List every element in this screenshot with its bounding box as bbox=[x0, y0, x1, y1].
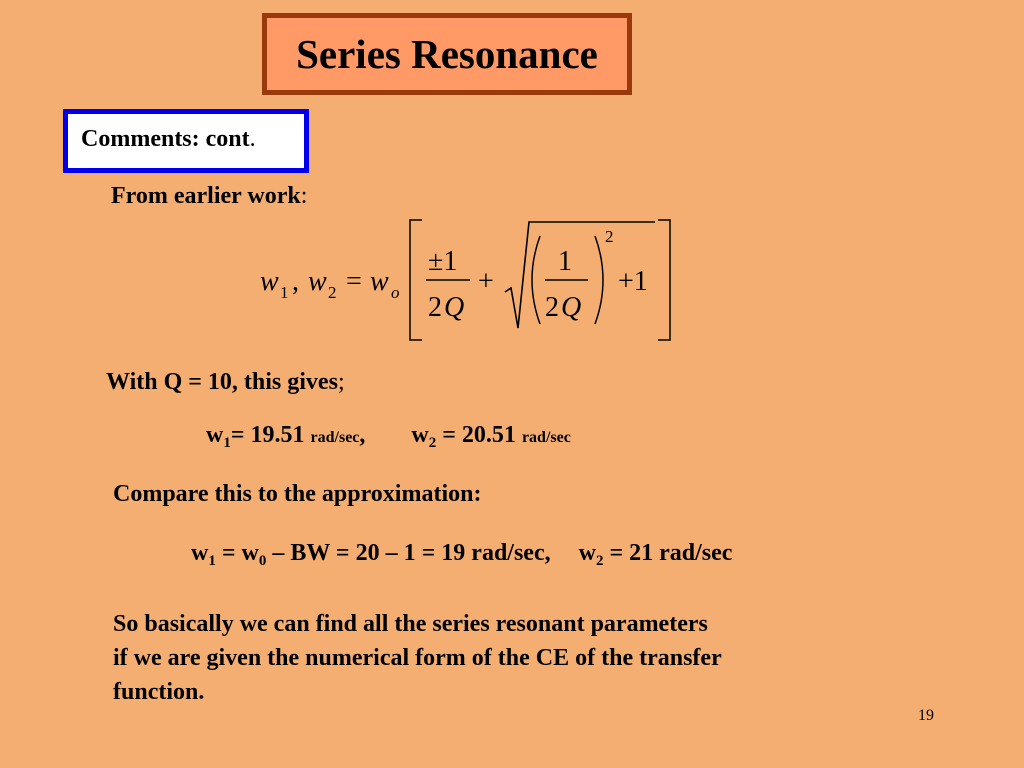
approx-w1-sub: 1 bbox=[208, 553, 216, 569]
page-number: 19 bbox=[918, 707, 934, 724]
approx-w0-sub: 0 bbox=[258, 553, 267, 569]
comments-text: Comments: cont bbox=[81, 126, 250, 152]
conclusion-line-2: if we are given the numerical form of the CE of the transfer bbox=[113, 645, 722, 671]
eq-lhs-w1: w bbox=[260, 266, 279, 297]
plus-one: +1 bbox=[618, 266, 648, 297]
result-w2-symbol: w bbox=[411, 422, 429, 448]
eq-lhs-w2: w bbox=[308, 266, 327, 297]
approx-w2-symbol: w bbox=[578, 540, 596, 566]
with-q-line bbox=[106, 369, 345, 396]
compare-line: Compare this to the approximation: bbox=[113, 481, 482, 507]
approx-w2-sub: 2 bbox=[595, 553, 604, 569]
eq-plus: + bbox=[478, 266, 494, 297]
result-w1-symbol: w bbox=[206, 422, 224, 448]
left-bracket bbox=[410, 220, 422, 340]
approx-w0: = w bbox=[215, 540, 259, 566]
result-w1-sub: 1 bbox=[223, 435, 231, 451]
approx-calc: – BW = 20 – 1 = 19 rad/sec, bbox=[266, 540, 551, 566]
with-q-text: With Q = 10, this gives bbox=[106, 369, 338, 395]
eq-rhs-sub: o bbox=[391, 283, 400, 302]
approx-w2-value: = 21 rad/sec bbox=[603, 540, 733, 566]
eq-rhs-w: w bbox=[370, 266, 389, 297]
frac1-numerator: ±1 bbox=[428, 246, 458, 277]
results-line bbox=[206, 422, 571, 449]
comments-trail: . bbox=[249, 126, 256, 152]
frac1-den-two: 2 bbox=[428, 292, 442, 323]
approx-w1-symbol: w bbox=[191, 540, 209, 566]
result-w1-value: = 19.51 bbox=[230, 422, 311, 448]
left-paren bbox=[532, 236, 540, 324]
result-w2-value: = 20.51 bbox=[436, 422, 522, 448]
from-earlier-line bbox=[111, 183, 307, 210]
conclusion-line-1: So basically we can find all the series resonant parameters bbox=[113, 611, 708, 637]
result-comma: , bbox=[359, 422, 366, 448]
resonance-equation bbox=[250, 212, 690, 347]
frac2-den-q: Q bbox=[561, 292, 582, 323]
eq-comma: , bbox=[292, 266, 299, 297]
eq-equals: = bbox=[346, 266, 362, 297]
eq-lhs-sub2: 2 bbox=[328, 283, 337, 302]
right-paren bbox=[595, 236, 603, 324]
eq-lhs-sub1: 1 bbox=[280, 283, 289, 302]
from-earlier-colon: : bbox=[300, 183, 308, 209]
result-w2-sub: 2 bbox=[428, 435, 437, 451]
frac2-numerator: 1 bbox=[558, 246, 572, 277]
frac1-den-q: Q bbox=[444, 292, 465, 323]
comments-label bbox=[81, 126, 256, 153]
right-bracket bbox=[658, 220, 670, 340]
slide-title: Series Resonance bbox=[296, 31, 598, 77]
approx-line bbox=[191, 540, 732, 567]
conclusion-line-3: function. bbox=[113, 679, 205, 705]
exponent-two: 2 bbox=[605, 227, 614, 246]
with-q-semicolon: ; bbox=[337, 369, 345, 395]
comments-box bbox=[63, 109, 309, 173]
frac2-den-two: 2 bbox=[545, 292, 559, 323]
conclusion-paragraph bbox=[113, 607, 722, 709]
title-box bbox=[262, 13, 632, 95]
result-w1-unit: rad/sec bbox=[310, 429, 360, 446]
result-w2-unit: rad/sec bbox=[521, 429, 571, 446]
from-earlier-text: From earlier work bbox=[111, 183, 301, 209]
